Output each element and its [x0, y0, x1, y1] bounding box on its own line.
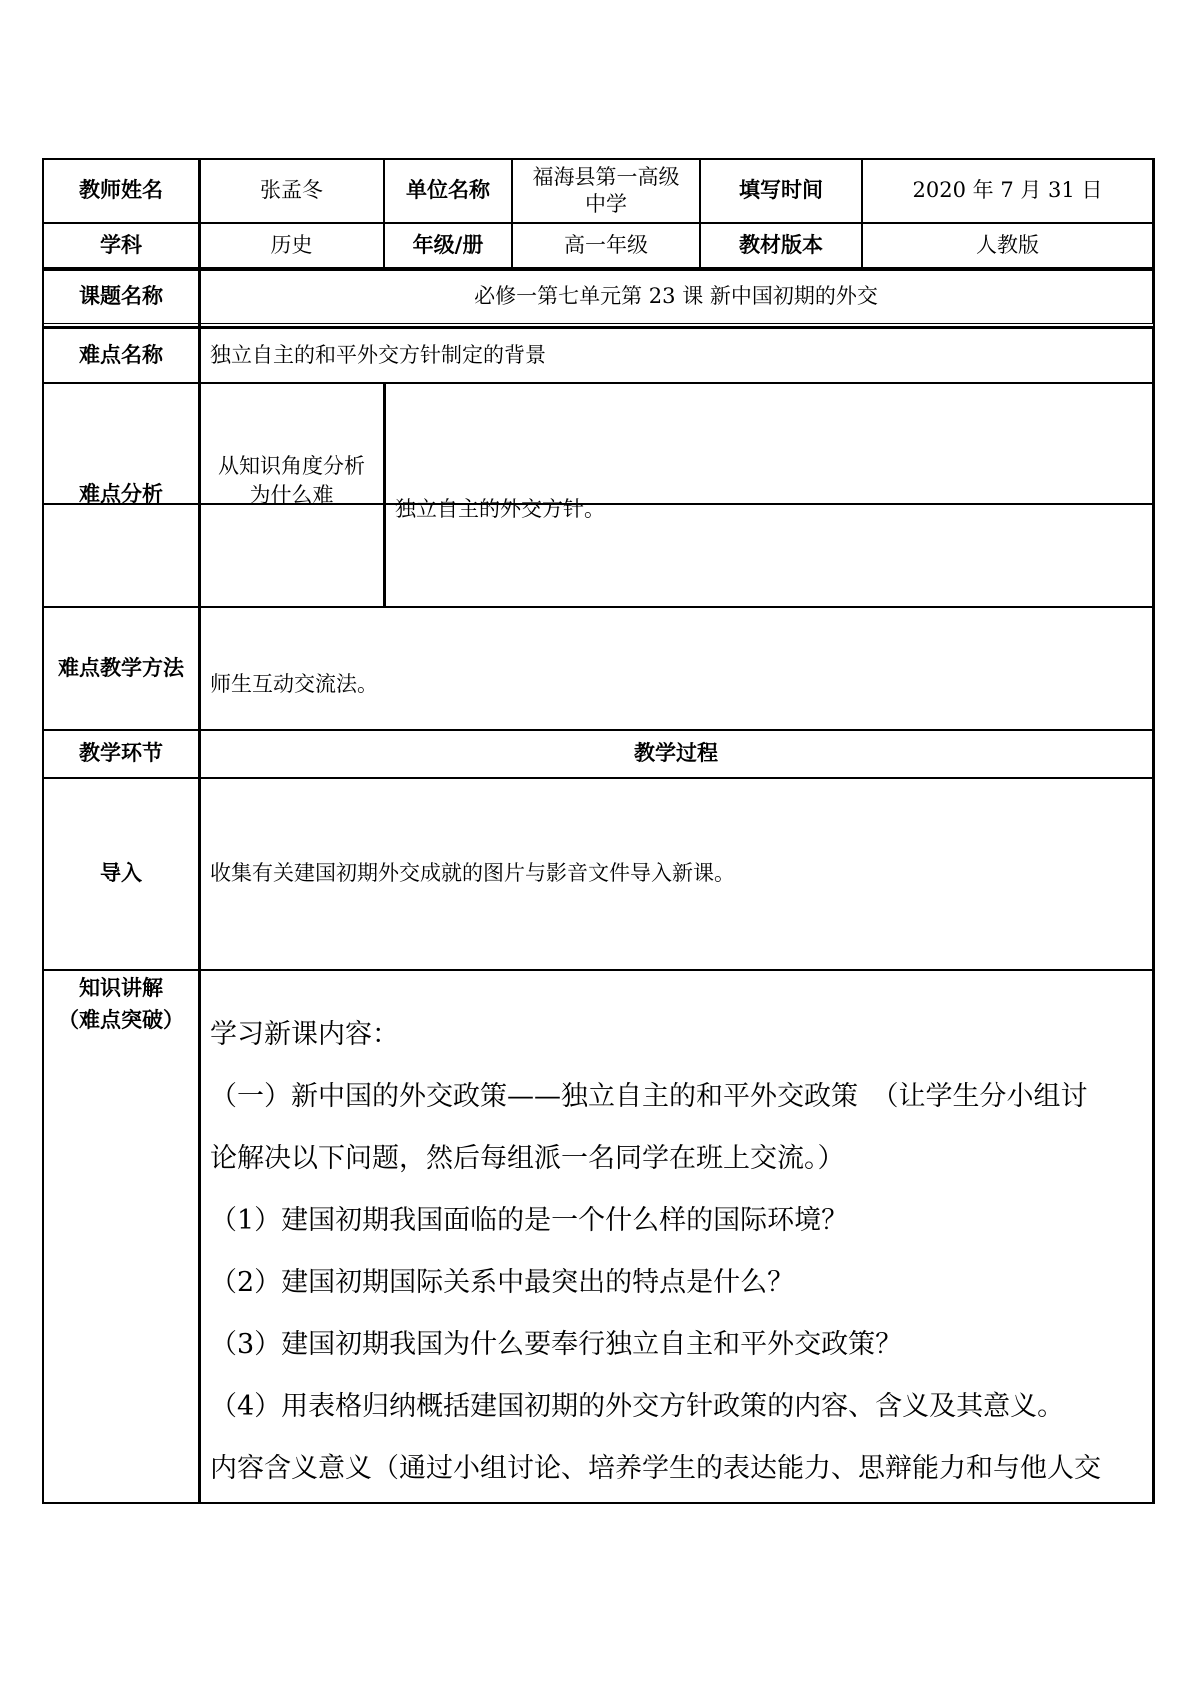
unit-name-line-1: 福海县第一高级: [532, 164, 680, 189]
knowledge-label: [43, 970, 199, 1503]
difficulty-value: 独立自主的和平外交方针制定的背景: [199, 328, 1153, 383]
method-label: 难点教学方法: [43, 607, 199, 730]
analysis-value: 独立自主的外交方针。: [384, 383, 1153, 607]
knowledge-line: （3）建国初期我国为什么要奉行独立自主和平外交政策？: [210, 1329, 903, 1360]
intro-label: 导入: [43, 778, 199, 970]
knowledge-line: （一）新中国的外交政策——独立自主的和平外交政策 （让学生分小组讨: [210, 1081, 1088, 1112]
knowledge-line: （2）建国初期国际关系中最突出的特点是什么？: [210, 1267, 795, 1298]
knowledge-label-line-2: （难点突破）: [58, 1007, 184, 1032]
intro-value: 收集有关建国初期外交成就的图片与影音文件导入新课。: [199, 778, 1153, 970]
header-bottom-rule: [42, 268, 1155, 271]
analysis-divider: [383, 383, 386, 607]
analysis-label: 难点分析: [43, 383, 199, 607]
textbook-edition-label: 教材版本: [700, 223, 862, 268]
topic-value: 必修一第七单元第 23 课 新中国初期的外交: [199, 270, 1153, 324]
teaching-process-header: 教学过程: [199, 730, 1153, 778]
topic-bottom-rule: [42, 326, 1155, 328]
teacher-name-value: 张孟冬: [199, 159, 384, 223]
teacher-name-label: 教师姓名: [43, 159, 199, 223]
analysis-sub-label-line-1: 从知识角度分析: [218, 453, 365, 478]
knowledge-line: （4）用表格归纳概括建国初期的外交方针政策的内容、含义及其意义。: [210, 1391, 1065, 1422]
topic-label: 课题名称: [43, 270, 199, 324]
knowledge-line: （1）建国初期我国面临的是一个什么样的国际环境？: [210, 1205, 849, 1236]
column-divider: [198, 158, 201, 1504]
subject-value: 历史: [199, 223, 384, 268]
knowledge-line: 学习新课内容：: [210, 1019, 399, 1050]
knowledge-label-line-1: 知识讲解: [79, 976, 163, 1000]
header-divider: [383, 158, 385, 268]
unit-name-line-2: 中学: [585, 192, 627, 216]
difficulty-label: 难点名称: [43, 328, 199, 383]
grade-volume-label: 年级/册: [384, 223, 512, 268]
knowledge-content: [210, 1004, 1150, 1500]
knowledge-line: 论解决以下问题，然后每组派一名同学在班上交流。）: [210, 1143, 845, 1174]
subject-label: 学科: [43, 223, 199, 268]
teaching-stage-header: 教学环节: [43, 730, 199, 778]
textbook-edition-value: 人教版: [862, 223, 1153, 268]
analysis-sub-label: [199, 383, 384, 607]
unit-name-label: 单位名称: [384, 159, 512, 223]
grade-volume-value: 高一年级: [512, 223, 700, 268]
unit-name-value: [512, 159, 700, 223]
fill-date-value: 2020 年 7 月 31 日: [862, 159, 1153, 223]
knowledge-line: 内容含义意义（通过小组讨论、培养学生的表达能力、思辩能力和与他人交: [210, 1453, 1101, 1484]
fill-date-label: 填写时间: [700, 159, 862, 223]
analysis-sub-label-line-2: 为什么难: [249, 483, 334, 507]
method-value: 师生互动交流法。: [199, 607, 1153, 730]
